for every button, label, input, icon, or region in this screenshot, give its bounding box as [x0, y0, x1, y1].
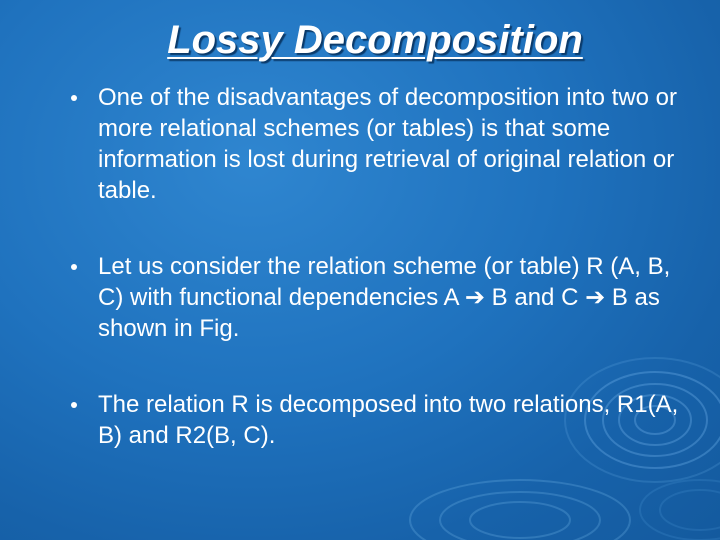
bullet-point-icon: [71, 95, 77, 101]
bullet-item: [60, 389, 700, 451]
bullet-item: [60, 82, 700, 206]
bullet-text: One of the disadvantages of decomposition into two or more relational schemes (or tables) is that some information is lost during retrieval of original relation or table.: [98, 84, 678, 204]
bullet-point-icon: [71, 402, 77, 408]
bullet-point-icon: [71, 264, 77, 270]
slide-title: Lossy Decomposition: [167, 18, 583, 62]
bullet-list: [60, 82, 700, 451]
bullet-text: The relation R is decomposed into two relations, R1(A, B) and R2(B, C).: [98, 391, 679, 449]
bullet-item: [60, 251, 700, 344]
bullet-text: Let us consider the relation scheme (or table) R (A, B, C) with functional dependencies A ➔ B and C ➔ B as shown in Fig.: [98, 253, 671, 342]
